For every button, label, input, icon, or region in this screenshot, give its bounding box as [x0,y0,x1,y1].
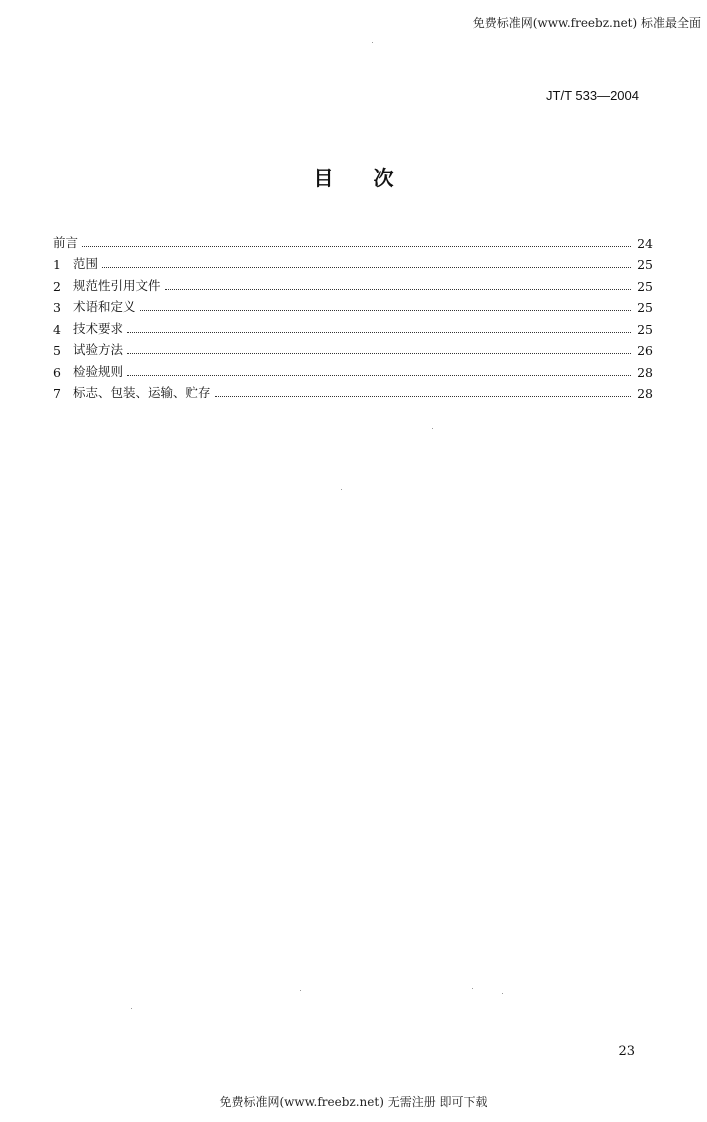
toc-entry-normative-references[interactable] [53,272,653,294]
toc-entry-page: 25 [637,257,653,272]
scan-speck [300,990,301,991]
toc-entry-page: 26 [637,343,653,358]
dot-leader [82,246,631,247]
scan-speck [341,489,342,490]
scan-speck [131,1008,132,1009]
scan-speck [502,993,503,994]
toc-entry-page: 25 [637,300,653,315]
page-number: 23 [618,1044,635,1059]
toc-entry-technical-requirements[interactable] [53,315,653,337]
dot-leader [215,396,632,397]
table-of-contents [53,229,653,401]
toc-entry-foreword[interactable] [53,229,653,251]
toc-entry-number: 5 [53,343,61,358]
dot-leader [127,375,631,376]
toc-entry-label: 检验规则 [73,363,124,379]
dot-leader [102,267,631,268]
scan-speck [472,988,473,989]
toc-entry-terms-definitions[interactable] [53,294,653,316]
toc-entry-number: 3 [53,300,61,315]
toc-entry-page: 25 [637,278,653,294]
toc-entry-page: 25 [637,321,653,337]
toc-entry-inspection-rules[interactable] [53,358,653,380]
toc-entry-label: 术语和定义 [73,299,136,314]
toc-entry-label: 规范性引用文件 [73,277,161,293]
toc-entry-page: 28 [637,386,653,401]
dot-leader [127,353,631,354]
toc-entry-number: 2 [53,278,61,294]
toc-title: 目次 [313,166,434,190]
toc-entry-scope[interactable] [53,251,653,273]
dot-leader [127,332,631,333]
toc-entry-label: 技术要求 [73,320,124,336]
toc-entry-test-methods[interactable] [53,337,653,359]
dot-leader [140,310,632,311]
dot-leader [165,289,632,290]
site-banner-bottom: 免费标准网(www.freebz.net) 无需注册 即可下载 [219,1095,488,1109]
standard-code: JT/T 533—2004 [546,88,639,103]
toc-entry-page: 28 [637,364,653,380]
toc-entry-label: 前言 [53,234,79,250]
toc-entry-number: 1 [53,257,61,272]
toc-entry-label: 标志、包装、运输、贮存 [73,385,211,400]
toc-entry-number: 6 [53,364,61,380]
site-banner-top: 免费标准网(www.freebz.net) 标准最全面 [472,16,701,30]
toc-entry-page: 24 [637,235,653,251]
toc-entry-number: 4 [53,321,61,337]
scan-speck [432,428,433,429]
scan-speck [372,42,373,43]
toc-entry-number: 7 [53,386,61,401]
toc-entry-label: 试验方法 [73,342,124,357]
toc-entry-marking-packaging[interactable] [53,380,653,402]
toc-entry-label: 范围 [73,256,99,271]
